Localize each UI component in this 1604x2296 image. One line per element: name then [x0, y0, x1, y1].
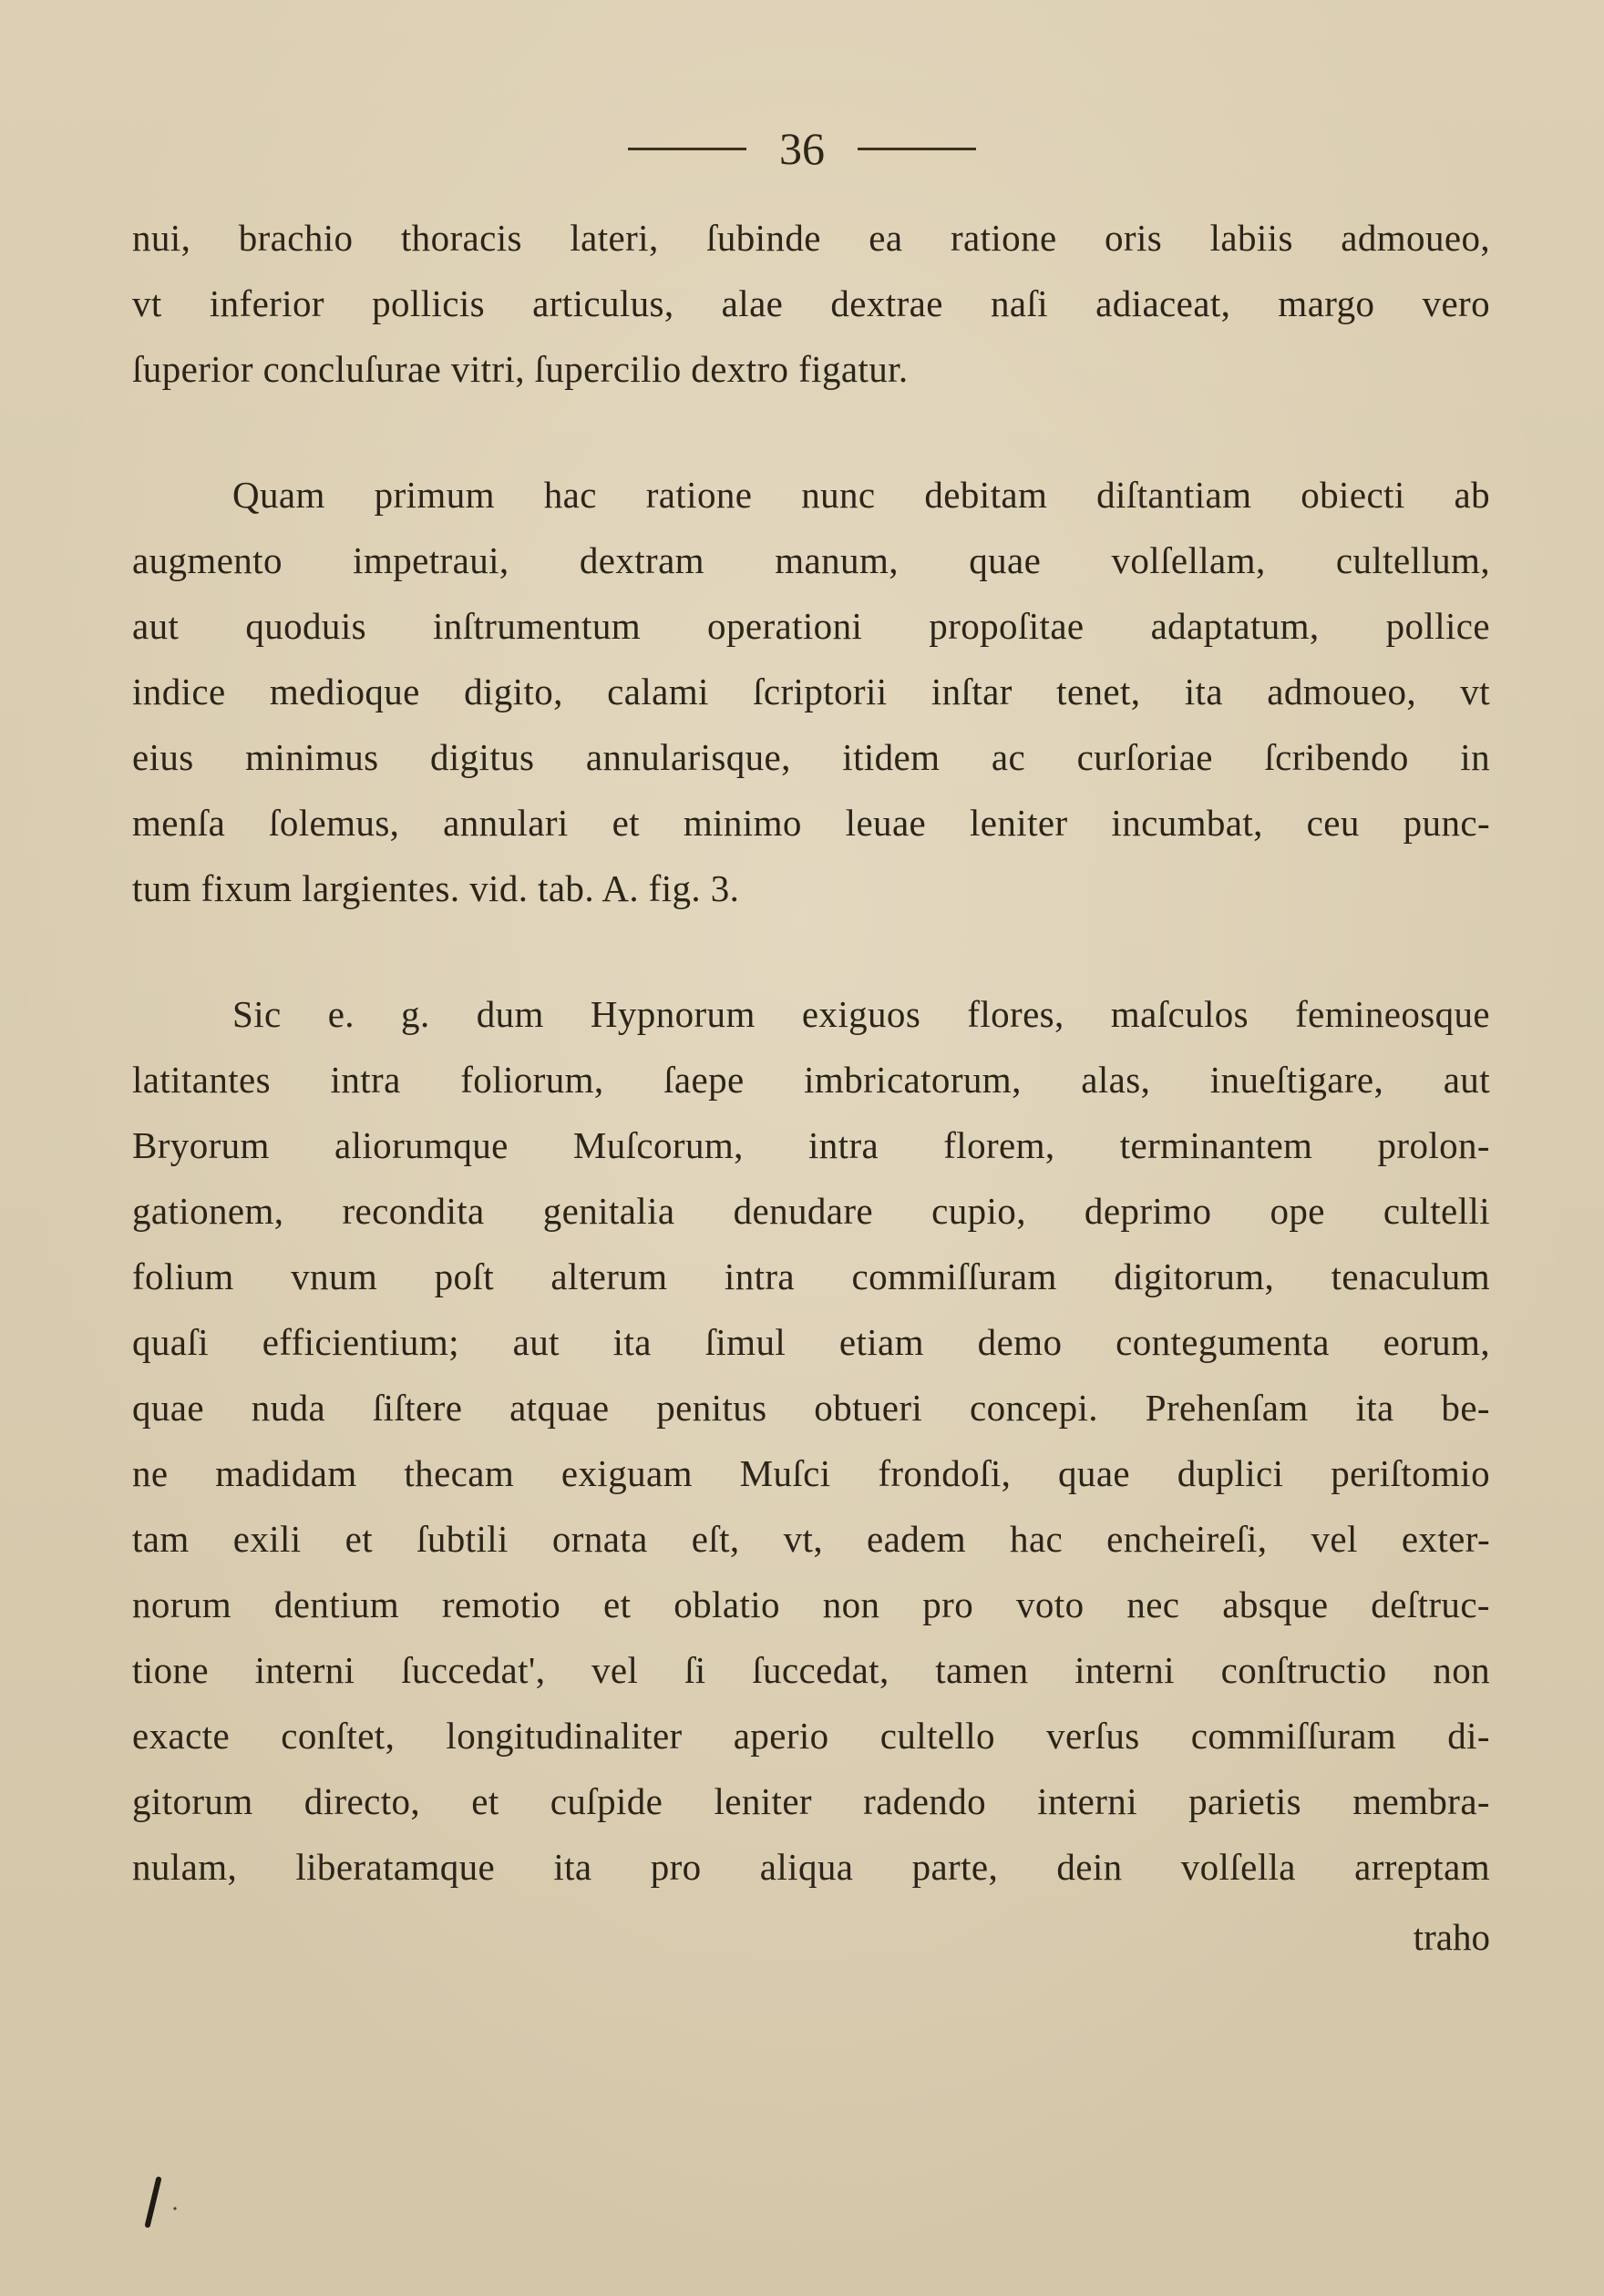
text-line: Bryorum aliorumque Muſcorum, intra florem, terminantem prolon- — [132, 1124, 1490, 1166]
text-line: Sic e. g. dum Hypnorum exiguos flores, maſculos femineosque — [232, 993, 1490, 1035]
header-rule-right — [858, 148, 976, 150]
text-line: ſuperior concluſurae vitri, ſupercilio dextro figatur. — [132, 348, 909, 390]
paragraph-gap — [132, 402, 1490, 462]
text-line: tum fixum largientes. vid. tab. A. fig. 3. — [132, 867, 740, 909]
text-line: quaſi efficientium; aut ita ſimul etiam demo contegumenta eorum, — [132, 1321, 1490, 1363]
text-line: ne madidam thecam exiguam Muſci frondoſi, quae duplici periſtomio — [132, 1452, 1490, 1494]
paragraph-2 — [132, 462, 1490, 921]
text-line: nulam, liberatamque ita pro aliqua parte, dein volſella arreptam — [132, 1846, 1490, 1888]
header-rule-left — [628, 148, 746, 150]
text-line: nui, brachio thoracis lateri, ſubinde ea ratione oris labiis admoueo, — [132, 217, 1490, 259]
text-line: vt inferior pollicis articulus, alae dextrae naſi adiaceat, margo vero — [132, 282, 1490, 324]
text-line: Quam primum hac ratione nunc debitam diſtantiam obiecti ab — [232, 474, 1490, 516]
text-line: indice medioque digito, calami ſcriptorii inſtar tenet, ita admoueo, vt — [132, 671, 1490, 712]
text-line: menſa ſolemus, annulari et minimo leuae leniter incumbat, ceu punc- — [132, 802, 1490, 844]
page-header — [0, 117, 1604, 180]
text-line: tam exili et ſubtili ornata eſt, vt, eadem hac encheireſi, vel exter- — [132, 1518, 1490, 1560]
text-line: gitorum directo, et cuſpide leniter radendo interni parietis membra- — [132, 1780, 1490, 1822]
text-line: eius minimus digitus annularisque, itidem ac curſoriae ſcribendo in — [132, 736, 1490, 778]
text-line: exacte conſtet, longitudinaliter aperio cultello verſus commiſſuram di- — [132, 1715, 1490, 1757]
text-line: quae nuda ſiſtere atquae penitus obtueri concepi. Prehenſam ita be- — [132, 1387, 1490, 1429]
catchword: traho — [1413, 1916, 1490, 1958]
body-text — [132, 205, 1490, 1900]
text-line: gationem, recondita genitalia denudare cupio, deprimo ope cultelli — [132, 1190, 1490, 1232]
text-line: folium vnum poſt alterum intra commiſſuram digitorum, tenaculum — [132, 1256, 1490, 1297]
page-number: 36 — [779, 123, 825, 174]
paragraph-gap — [132, 921, 1490, 981]
text-line: latitantes intra foliorum, ſaepe imbricatorum, alas, inueſtigare, aut — [132, 1059, 1490, 1101]
paragraph-1 — [132, 205, 1490, 402]
text-line: augmento impetraui, dextram manum, quae volſellam, cultellum, — [132, 539, 1490, 581]
pencil-mark-icon — [128, 2168, 182, 2232]
text-line: tione interni ſuccedat', vel ſi ſuccedat, tamen interni conſtructio non — [132, 1649, 1490, 1691]
paragraph-3 — [132, 981, 1490, 1900]
text-line: norum dentium remotio et oblatio non pro voto nec absque deſtruc- — [132, 1584, 1490, 1625]
text-line: aut quoduis inſtrumentum operationi propoſitae adaptatum, pollice — [132, 605, 1490, 647]
